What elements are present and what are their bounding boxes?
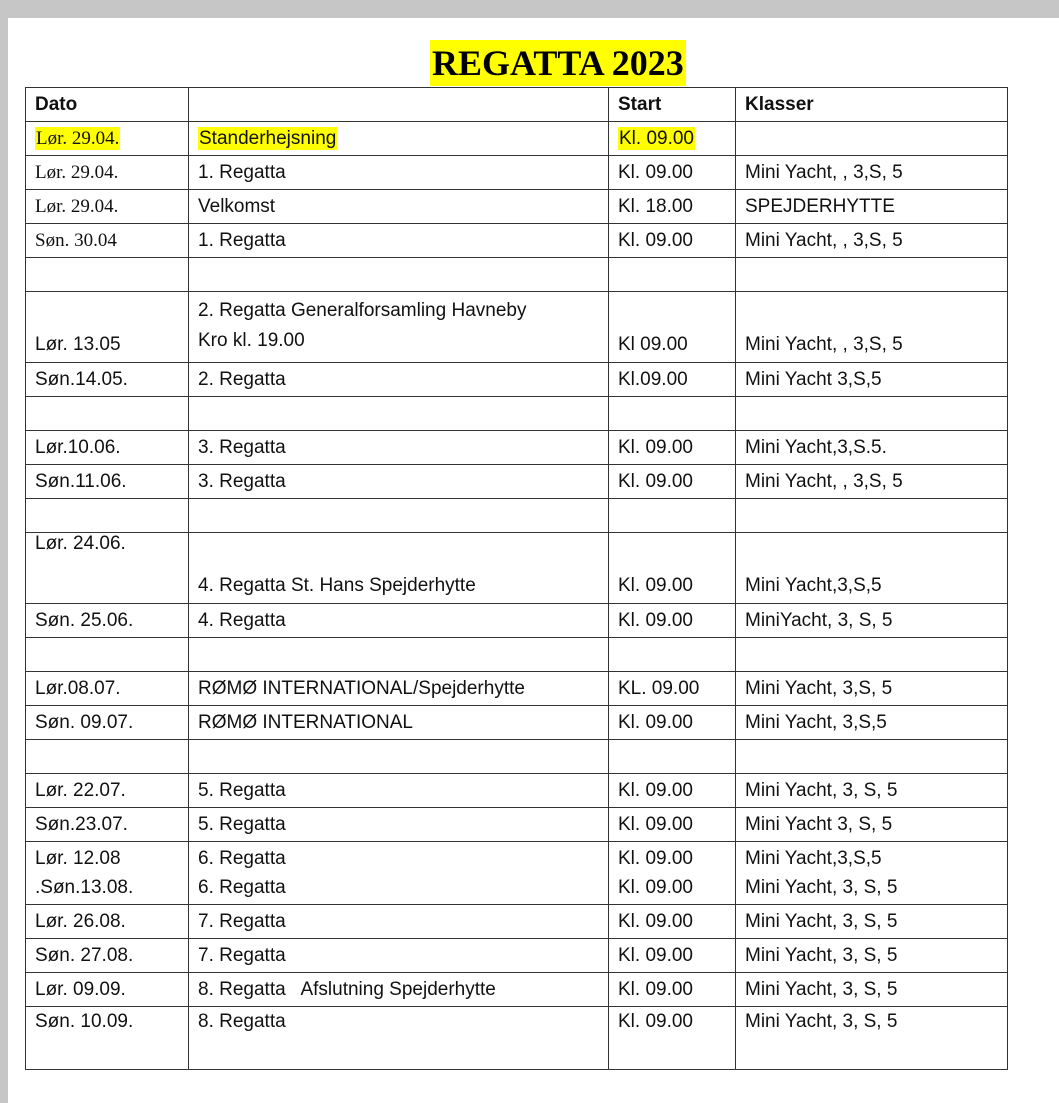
row-date: Lør. 22.07.: [26, 774, 189, 808]
row-event: 8. Regatta Afslutning Spejderhytte: [189, 973, 609, 1007]
table-row: [26, 465, 1008, 499]
row-classes: Mini Yacht, , 3,S, 5: [736, 224, 1008, 258]
row-date: Søn. 27.08.: [26, 939, 189, 973]
row-classes: Mini Yacht,3,S,5: [736, 533, 1008, 604]
table-row-pair: [26, 842, 1008, 905]
row-event: 4. Regatta St. Hans Spejderhytte: [189, 533, 609, 604]
row-classes: Mini Yacht, 3,S, 5: [736, 672, 1008, 706]
page-title: REGATTA 2023: [430, 40, 686, 86]
row-start: KL. 09.00: [609, 672, 736, 706]
row-classes: SPEJDERHYTTE: [736, 190, 1008, 224]
row-classes: Mini Yacht, , 3,S, 5: [736, 465, 1008, 499]
row-date: Lør.10.06.: [26, 431, 189, 465]
row-start: Kl. 09.00: [609, 156, 736, 190]
row-classes: [736, 122, 1008, 156]
row-event: 3. Regatta: [189, 431, 609, 465]
row-start: Kl. 09.00: [609, 973, 736, 1007]
row-start: Kl. 09.00: [609, 604, 736, 638]
row-date: Søn.11.06.: [26, 465, 189, 499]
empty-row: [26, 740, 1008, 774]
row-event: RØMØ INTERNATIONAL: [189, 706, 609, 740]
row-start: Kl. 09.00: [609, 706, 736, 740]
table-row: [26, 431, 1008, 465]
row-classes: Mini Yacht, , 3,S, 5: [736, 292, 1008, 363]
row-event: 5. Regatta: [189, 774, 609, 808]
row-date: Lør. 13.05: [26, 292, 189, 363]
row-classes: Mini Yacht, , 3,S, 5: [736, 156, 1008, 190]
row-date: Søn. 10.09.: [26, 1007, 189, 1070]
regatta-schedule-table: [25, 87, 1008, 1070]
table-row: [26, 774, 1008, 808]
empty-row: [26, 499, 1008, 533]
row-event: 4. Regatta: [189, 604, 609, 638]
row-date: Lør. 26.08.: [26, 905, 189, 939]
row-start: Kl. 09.00: [609, 808, 736, 842]
row-classes: Mini Yacht, 3, S, 5: [736, 939, 1008, 973]
row-event: 1. Regatta: [189, 156, 609, 190]
row-start: Kl.09.00: [609, 363, 736, 397]
row-start: Kl. 18.00: [609, 190, 736, 224]
row-classes: Mini Yacht, 3, S, 5: [736, 905, 1008, 939]
table-row: [26, 973, 1008, 1007]
row-date: Lør.08.07.: [26, 672, 189, 706]
row-event: 6. Regatta: [198, 877, 286, 898]
row-date: Lør. 12.08: [35, 848, 121, 869]
row-start: Kl. 09.00: [609, 431, 736, 465]
empty-row: [26, 638, 1008, 672]
row-start: Kl. 09.00: [609, 533, 736, 604]
header-event: [189, 88, 609, 122]
row-classes: Mini Yacht, 3, S, 5: [745, 877, 898, 898]
row-event: [189, 292, 609, 363]
row-event: Standerhejsning: [199, 127, 337, 149]
row-classes: Mini Yacht, 3, S, 5: [736, 774, 1008, 808]
row-date: Søn.23.07.: [26, 808, 189, 842]
row-event: 7. Regatta: [189, 939, 609, 973]
row-classes: Mini Yacht 3, S, 5: [736, 808, 1008, 842]
row-start: Kl. 09.00: [609, 905, 736, 939]
row-classes: Mini Yacht,3,S,5: [745, 848, 882, 869]
row-event: 1. Regatta: [189, 224, 609, 258]
table-header-row: [26, 88, 1008, 122]
row-event: 3. Regatta: [189, 465, 609, 499]
table-row: [26, 905, 1008, 939]
table-row: [26, 156, 1008, 190]
row-start: Kl. 09.00: [618, 877, 693, 898]
row-start: Kl. 09.00: [619, 127, 694, 149]
table-row: [26, 604, 1008, 638]
row-event: 8. Regatta: [189, 1007, 609, 1070]
row-event: RØMØ INTERNATIONAL/Spejderhytte: [189, 672, 609, 706]
table-row: [26, 1007, 1008, 1070]
table-row: [26, 706, 1008, 740]
row-event: 7. Regatta: [189, 905, 609, 939]
table-row: [26, 363, 1008, 397]
row-classes: Mini Yacht, 3,S,5: [736, 706, 1008, 740]
row-event-line1: 2. Regatta Generalforsamling Havneby: [198, 300, 527, 321]
row-start: Kl. 09.00: [609, 224, 736, 258]
row-date: Lør. 24.06.: [26, 533, 189, 604]
row-start: Kl. 09.00: [609, 1007, 736, 1070]
row-classes: MiniYacht, 3, S, 5: [736, 604, 1008, 638]
empty-row: [26, 258, 1008, 292]
row-date: Søn. 09.07.: [26, 706, 189, 740]
table-row: [26, 224, 1008, 258]
row-date: Søn. 30.04: [26, 224, 189, 258]
row-date: Lør. 29.04.: [26, 190, 189, 224]
table-row: [26, 292, 1008, 363]
table-row: [26, 808, 1008, 842]
row-date: .Søn.13.08.: [35, 877, 134, 898]
row-event-line2: Kro kl. 19.00: [198, 330, 305, 351]
row-date: Søn. 25.06.: [26, 604, 189, 638]
row-date: Lør. 09.09.: [26, 973, 189, 1007]
row-event: 6. Regatta: [198, 848, 286, 869]
row-start: Kl. 09.00: [609, 774, 736, 808]
row-start: Kl. 09.00: [609, 465, 736, 499]
row-date: Lør. 29.04.: [26, 156, 189, 190]
table-row: [26, 939, 1008, 973]
row-classes: Mini Yacht, 3, S, 5: [736, 973, 1008, 1007]
table-row: [26, 190, 1008, 224]
row-event: 5. Regatta: [189, 808, 609, 842]
header-klasser: Klasser: [736, 88, 1008, 122]
row-event: 2. Regatta: [189, 363, 609, 397]
header-dato: Dato: [26, 88, 189, 122]
row-classes: Mini Yacht 3,S,5: [736, 363, 1008, 397]
row-start: Kl. 09.00: [609, 939, 736, 973]
row-classes: Mini Yacht,3,S.5.: [736, 431, 1008, 465]
header-start: Start: [609, 88, 736, 122]
row-date: Lør. 29.04.: [36, 127, 120, 149]
table-row: [26, 672, 1008, 706]
empty-row: [26, 397, 1008, 431]
row-start: Kl 09.00: [609, 292, 736, 363]
row-classes: Mini Yacht, 3, S, 5: [736, 1007, 1008, 1070]
table-row: [26, 533, 1008, 604]
row-event: Velkomst: [189, 190, 609, 224]
table-row: [26, 122, 1008, 156]
row-start: Kl. 09.00: [618, 848, 693, 869]
row-date: Søn.14.05.: [26, 363, 189, 397]
